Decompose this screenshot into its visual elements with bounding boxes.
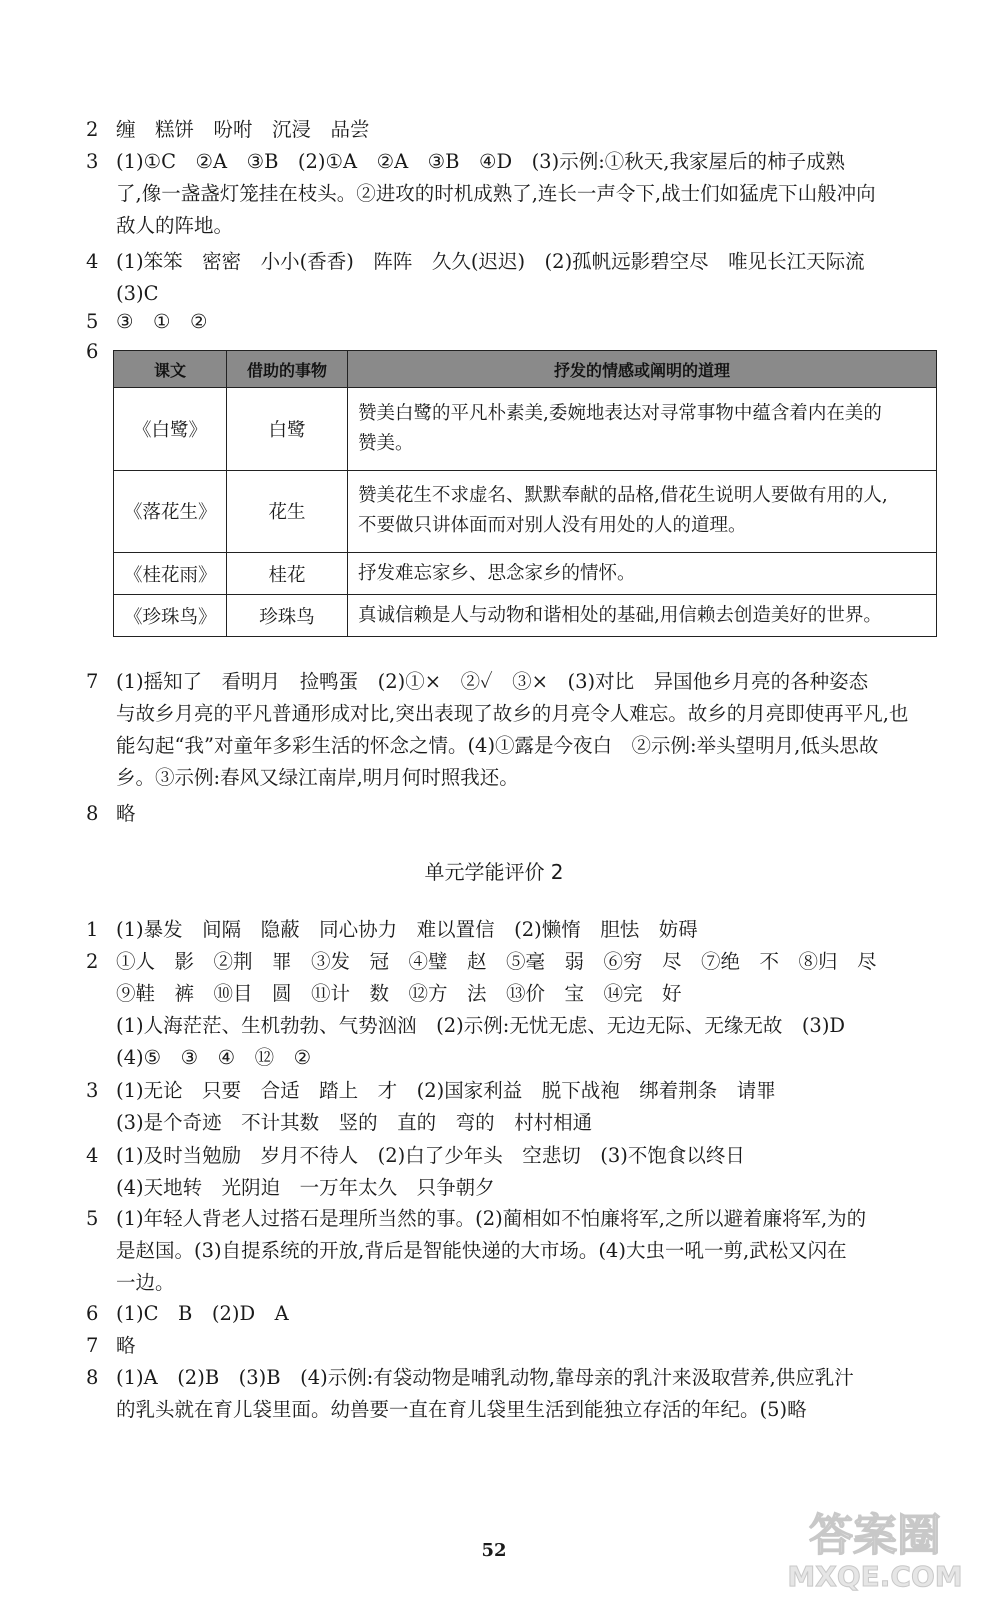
item-number: 1 [86, 918, 99, 941]
text-line: (1)人海茫茫、生机勃勃、气势汹汹 (2)示例:无忧无虑、无边无际、无缘无故 (3)D [116, 1014, 846, 1037]
item-text [116, 246, 946, 310]
cell-meaning [348, 388, 937, 471]
text-line: (1)A (2)B (3)B (4)示例:有袋动物是哺乳动物,靠母亲的乳汁来汲取营养,供应乳汁 [116, 1366, 854, 1389]
item-number: 8 [86, 802, 99, 825]
item-text [116, 1330, 946, 1362]
item-text [116, 798, 946, 830]
item-text [116, 1203, 946, 1299]
item-number: 7 [86, 670, 99, 693]
item-text [116, 1362, 946, 1426]
meaning-line: 抒发难忘家乡、思念家乡的情怀。 [358, 562, 636, 584]
item-text [116, 1140, 946, 1204]
cell-text: 《珍珠鸟》 [114, 595, 227, 637]
cell-text: 《落花生》 [114, 470, 227, 553]
table-header-meaning: 抒发的情感或阐明的道理 [348, 351, 937, 388]
item-number: 3 [86, 1079, 99, 1102]
item-text [116, 946, 946, 1074]
text-line: (3)是个奇迹 不计其数 竖的 直的 弯的 村村相通 [116, 1111, 593, 1134]
text-line: (1)暴发 间隔 隐蔽 同心协力 难以置信 (2)懒惰 胆怯 妨碍 [116, 918, 698, 941]
cell-meaning [348, 553, 937, 595]
text-line: (1)无论 只要 合适 踏上 才 (2)国家利益 脱下战袍 绑着荆条 请罪 [116, 1079, 776, 1102]
text-line: (1)C B (2)D A [116, 1302, 289, 1325]
meaning-line: 真诚信赖是人与动物和谐相处的基础,用信赖去创造美好的世界。 [358, 604, 882, 626]
cell-meaning [348, 595, 937, 637]
text-line: 能勾起“我”对童年多彩生活的怀念之情。(4)①露是今夜白 ②示例:举头望明月,低头思故 [116, 734, 879, 757]
cell-meaning [348, 470, 937, 553]
text-line: 一边。 [116, 1271, 175, 1294]
text-line: (3)C [116, 282, 159, 305]
item-number: 5 [86, 1207, 99, 1230]
item-text [116, 1298, 946, 1330]
item-number: 7 [86, 1334, 99, 1357]
text-line: (4)天地转 光阴迫 一万年太久 只争朝夕 [116, 1176, 495, 1199]
cell-text: 《白鹭》 [114, 388, 227, 471]
item-text [116, 666, 946, 794]
meaning-line: 赞美白鹭的平凡朴素美,委婉地表达对寻常事物中蕴含着内在美的 [358, 402, 882, 424]
item-text [116, 146, 946, 242]
item-text [116, 114, 946, 146]
text-line: 略 [116, 802, 136, 825]
item-number: 5 [86, 310, 99, 333]
item-text [116, 306, 946, 338]
page-number: 52 [481, 1540, 507, 1561]
meaning-line: 赞美。 [358, 432, 414, 454]
text-line: 缠 糕饼 吩咐 沉浸 品尝 [116, 118, 370, 141]
item-number: 2 [86, 118, 99, 141]
cell-thing: 花生 [227, 470, 348, 553]
text-line: (1)①C ②A ③B (2)①A ②A ③B ④D (3)示例:①秋天,我家屋后的柿子成熟 [116, 150, 845, 173]
watermark-bottom: MXQE.COM [787, 1560, 963, 1593]
answer-table [113, 350, 937, 637]
cell-text: 《桂花雨》 [114, 553, 227, 595]
watermark-top: 答案圈 [809, 1510, 941, 1561]
item-text [116, 914, 946, 946]
section-title: 单元学能评价 2 [424, 860, 564, 884]
table-row [114, 388, 937, 471]
item-number: 4 [86, 1144, 99, 1167]
cell-thing: 桂花 [227, 553, 348, 595]
text-line: 的乳头就在育儿袋里面。幼兽要一直在育儿袋里生活到能独立存活的年纪。(5)略 [116, 1398, 807, 1421]
table-row [114, 553, 937, 595]
table-row [114, 595, 937, 637]
item-number: 3 [86, 150, 99, 173]
text-line: ⑨鞋 裤 ⑩目 圆 ⑪计 数 ⑫方 法 ⑬价 宝 ⑭完 好 [116, 982, 682, 1005]
text-line: 略 [116, 1334, 136, 1357]
text-line: 是赵国。(3)自提系统的开放,背后是智能快递的大市场。(4)大虫一吼一剪,武松又闪在 [116, 1239, 847, 1262]
item-number: 8 [86, 1366, 99, 1389]
item-number: 4 [86, 250, 99, 273]
text-line: (1)笨笨 密密 小小(香香) 阵阵 久久(迟迟) (2)孤帆远影碧空尽 唯见长江天际流 [116, 250, 865, 273]
item-text [116, 1075, 946, 1139]
item-number: 6 [86, 340, 99, 363]
text-line: ③ ① ② [116, 310, 208, 333]
item-number: 2 [86, 950, 99, 973]
text-line: (1)年轻人背老人过搭石是理所当然的事。(2)蔺相如不怕廉将军,之所以避着廉将军,为的 [116, 1207, 867, 1230]
watermark-logo-icon [770, 1500, 980, 1595]
table-row [114, 470, 937, 553]
table-header-text: 课文 [114, 351, 227, 388]
text-line: 与故乡月亮的平凡普通形成对比,突出表现了故乡的月亮令人难忘。故乡的月亮即使再平凡,也 [116, 702, 909, 725]
text-line: 敌人的阵地。 [116, 214, 234, 237]
item-number: 6 [86, 1302, 99, 1325]
cell-thing: 珍珠鸟 [227, 595, 348, 637]
text-line: (4)⑤ ③ ④ ⑫ ② [116, 1046, 312, 1069]
text-line: 乡。③示例:春风又绿江南岸,明月何时照我还。 [116, 766, 519, 789]
text-line: 了,像一盏盏灯笼挂在枝头。②进攻的时机成熟了,连长一声令下,战士们如猛虎下山般冲向 [116, 182, 876, 205]
meaning-line: 不要做只讲体面而对别人没有用处的人的道理。 [358, 515, 747, 537]
table-header-thing: 借助的事物 [227, 351, 348, 388]
text-line: ①人 影 ②荆 罪 ③发 冠 ④璧 赵 ⑤毫 弱 ⑥穷 尽 ⑦绝 不 ⑧归 尽 [116, 950, 877, 973]
meaning-line: 赞美花生不求虚名、默默奉献的品格,借花生说明人要做有用的人, [358, 485, 888, 507]
text-line: (1)及时当勉励 岁月不待人 (2)白了少年头 空悲切 (3)不饱食以终日 [116, 1144, 745, 1167]
text-line: (1)摇知了 看明月 捡鸭蛋 (2)①× ②✓ ③× (3)对比 异国他乡月亮的各种姿态 [116, 670, 869, 693]
cell-thing: 白鹭 [227, 388, 348, 471]
